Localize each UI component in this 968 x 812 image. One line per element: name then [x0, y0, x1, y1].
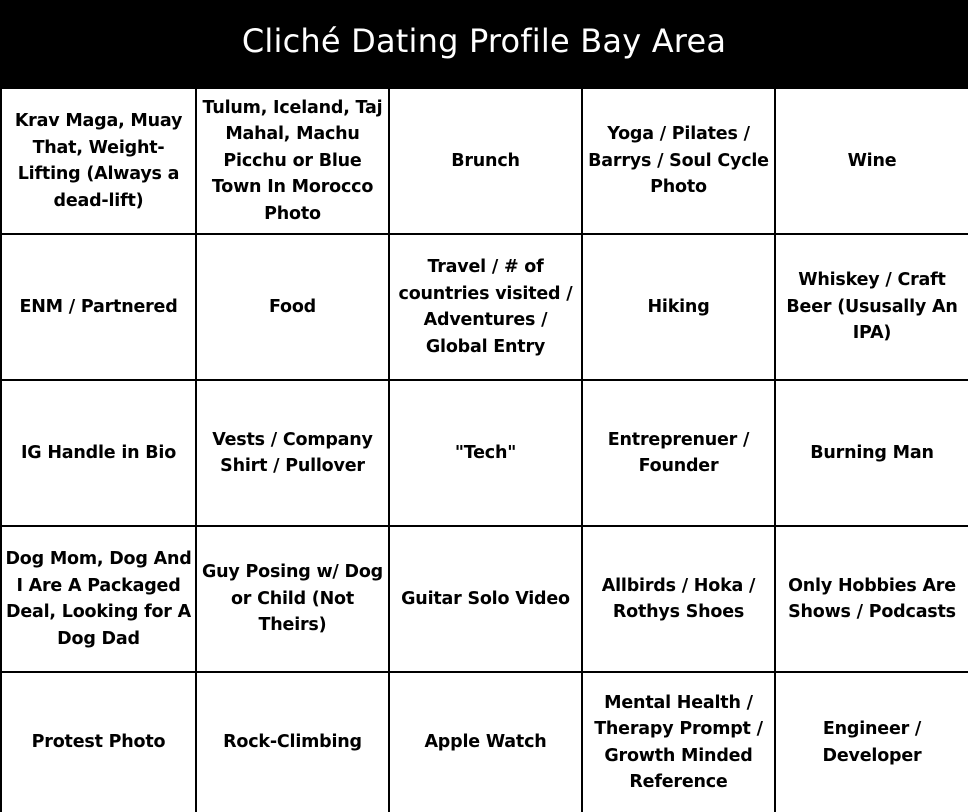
bingo-grid	[0, 87, 968, 812]
cell-label: Apple Watch	[424, 732, 547, 753]
bingo-cell-r1-c4[interactable]	[583, 89, 776, 235]
cell-label: "Tech"	[454, 442, 517, 463]
bingo-cell-r4-c2[interactable]	[197, 527, 390, 673]
cell-label: Hiking	[647, 296, 710, 317]
bingo-cell-r3-c1[interactable]	[2, 381, 197, 527]
cell-label: Wine	[847, 150, 897, 171]
cell-label: Burning Man	[810, 442, 934, 463]
cell-label: Vests / Company Shirt / Pullover	[212, 429, 373, 476]
bingo-cell-r2-c2[interactable]	[197, 235, 390, 381]
bingo-cell-r5-c2[interactable]	[197, 673, 390, 812]
cell-label: Mental Health / Therapy Prompt / Growth Minded Reference	[594, 692, 763, 792]
bingo-cell-r2-c4[interactable]	[583, 235, 776, 381]
bingo-cell-r2-c1[interactable]	[2, 235, 197, 381]
cell-label: Brunch	[451, 150, 520, 171]
cell-label: Whiskey / Craft Beer (Ususally An IPA)	[786, 270, 958, 344]
bingo-cell-r3-c5[interactable]	[776, 381, 968, 527]
bingo-cell-r3-c2[interactable]	[197, 381, 390, 527]
bingo-cell-r1-c5[interactable]	[776, 89, 968, 235]
cell-label: Krav Maga, Muay That, Weight-Lifting (Always a dead-lift)	[14, 111, 183, 211]
bingo-cell-r2-c5[interactable]	[776, 235, 968, 381]
cell-label: Allbirds / Hoka / Rothys Shoes	[601, 575, 756, 622]
cell-label: Only Hobbies Are Shows / Podcasts	[788, 575, 956, 622]
bingo-cell-r4-c1[interactable]	[2, 527, 197, 673]
cell-label: Food	[268, 296, 317, 317]
bingo-cell-r4-c3[interactable]	[390, 527, 583, 673]
bingo-cell-r3-c4[interactable]	[583, 381, 776, 527]
bingo-cell-r1-c1[interactable]	[2, 89, 197, 235]
board-title: Cliché Dating Profile Bay Area	[241, 22, 727, 60]
bingo-cell-r5-c4[interactable]	[583, 673, 776, 812]
cell-label: Dog Mom, Dog And I Are A Packaged Deal, Looking for A Dog Dad	[5, 549, 192, 649]
cell-label: Tulum, Iceland, Taj Mahal, Machu Picchu or Blue Town In Morocco Photo	[202, 97, 383, 224]
cell-label: Rock-Climbing	[223, 732, 362, 753]
bingo-cell-r3-c3[interactable]	[390, 381, 583, 527]
cell-label: Travel / # of countries visited / Adventures / Global Entry	[398, 257, 573, 357]
cell-label: IG Handle in Bio	[20, 442, 177, 463]
cell-label: Entreprenuer / Founder	[607, 429, 750, 476]
bingo-cell-r4-c5[interactable]	[776, 527, 968, 673]
bingo-cell-r5-c5[interactable]	[776, 673, 968, 812]
cell-label: Guy Posing w/ Dog or Child (Not Theirs)	[202, 562, 383, 636]
bingo-cell-r2-c3[interactable]	[390, 235, 583, 381]
bingo-cell-r1-c2[interactable]	[197, 89, 390, 235]
cell-label: ENM / Partnered	[19, 296, 178, 317]
bingo-cell-r1-c3[interactable]	[390, 89, 583, 235]
cell-label: Engineer / Developer	[822, 719, 922, 766]
cell-label: Yoga / Pilates / Barrys / Soul Cycle Photo	[588, 124, 769, 198]
bingo-cell-r4-c4[interactable]	[583, 527, 776, 673]
bingo-cell-r5-c3[interactable]	[390, 673, 583, 812]
title-bar	[0, 0, 968, 88]
cell-label: Guitar Solo Video	[401, 588, 570, 609]
bingo-cell-r5-c1[interactable]	[2, 673, 197, 812]
cell-label: Protest Photo	[31, 732, 166, 753]
